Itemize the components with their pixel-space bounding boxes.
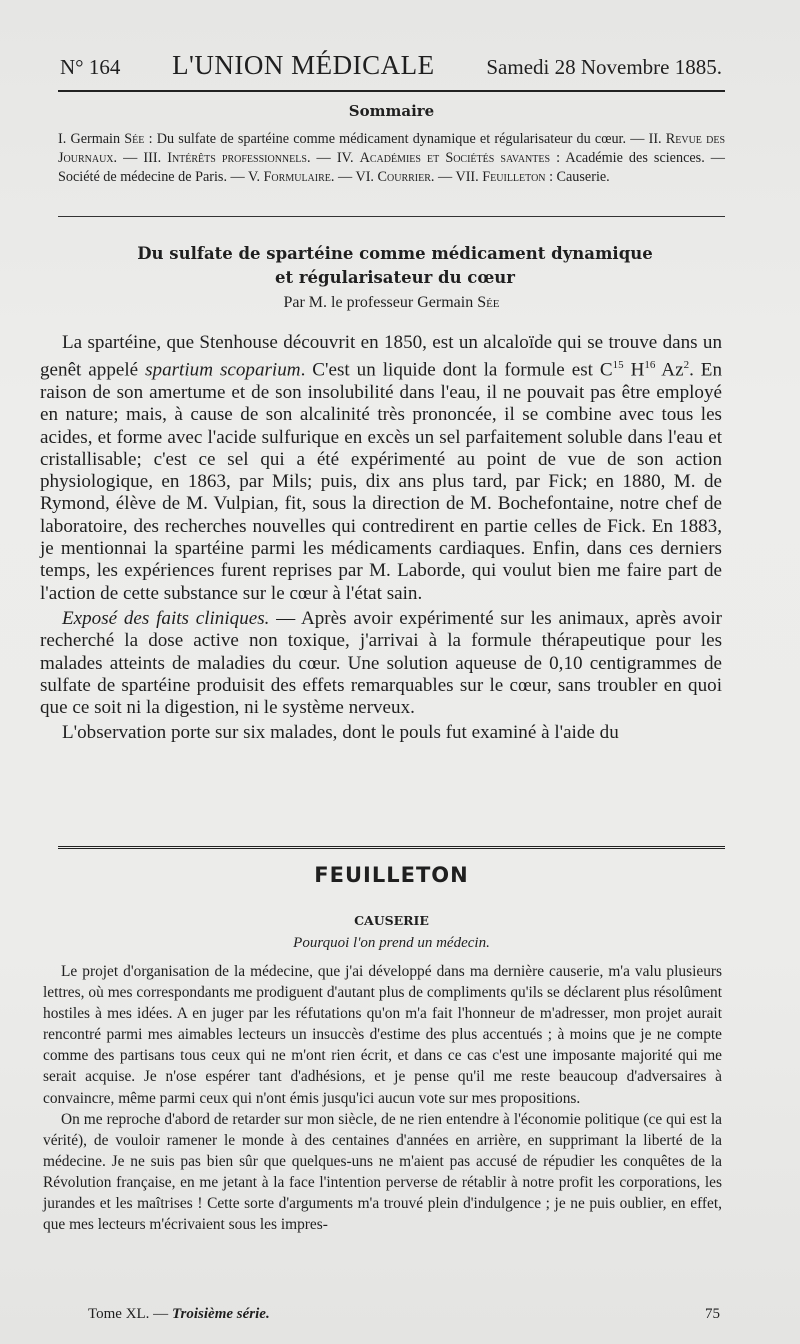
journal-title: L'UNION MÉDICALE [172,50,435,80]
article-body [40,332,722,745]
page-header [60,50,722,81]
article-paragraph: La spartéine, que Stenhouse découvrit en 1850, est un alcaloïde qui se trouve dans un genêt appelé spartium scoparium. C'est un liquide dont la formule est $C^{15}$ $H^{16}$ Az$^2$. En raison de son amertume et de son insolubilité dans l'eau, il ne pouvait pas être employé en nature; mais, à cause de son alcalinité très prononcée, il se combine avec tous les acides, et forme avec l'acide sulfurique en excès un sel parfaitement soluble dans l'eau et cristallisable; c'est ce sel qui a été expérimenté au point de vue de son action physiologique, en 1863, par Mils; puis, dix ans plus tard, par Fick; en 1880, M. de Rymond, élève de M. Vulpian, fit, sous la direction de M. Bochefontaine, notre chef de laboratoire, des recherches nouvelles qui contredirent en partie celles de Fick. En 1883, je mentionnai la spartéine parmi les médicaments cardiaques. Enfin, dans ces derniers temps, les expériences furent reprises par M. Laborde, qui voulut bien me faire part de l'action de cette substance sur le cœur à l'état sain. [40,332,723,604]
feuilleton-subheading: CAUSERIE [354,913,429,928]
header-rule [58,90,725,92]
page-number: 75 [705,1306,720,1322]
article-title: Du sulfate de spartéine comme médicament dynamique et régularisateur du cœur [137,244,653,287]
article-byline: Par M. le professeur Germain Sée [283,294,500,311]
feuilleton-subtitle: Pourquoi l'on prend un médecin. [293,935,490,951]
feuilleton-paragraph: On me reproche d'abord de retarder sur mon siècle, de ne rien entendre à l'économie politique (ce qui est la vérité), de vouloir ramener le monde à des centaines d'années en arrière, en supprimant la liberté de la médecine. Je ne suis pas bien sûr que quelques-uns ne m'aient pas accusé de répudier les conquêtes de la Révolution française, en me jetant à la face l'intention perverse de rétablir à notre profit les corporations, les jurandes et les maîtrises ! Cette sorte d'arguments m'a trouvé plein d'indulgence ; je ne puis oublier, en effet, que mes lecteurs m'écrivaient sous les impres- [43,1110,722,1234]
byline-author: Sée [477,294,500,311]
article-paragraph: Exposé des faits cliniques. — Après avoir expérimenté sur les animaux, après avoir recherché la dose active non toxique, j'arrivai à la formule thérapeutique pour les malades atteints de maladies du cœur. Une solution aqueuse de 0,10 centigrammes de sulfate de spartéine produisit des effets remarquables sur le cœur, sans troubler en quoi que ce soit ni la digestion, ni le système nerveux. [40,607,722,719]
article-paragraph: L'observation porte sur six malades, dont le pouls fut examiné à l'aide du [62,722,619,744]
footer-tome: Tome XL. — Troisième série. [88,1306,270,1322]
feuilleton-rule [58,846,725,852]
page-footer [88,1306,720,1323]
sommaire-text: I. Germain Sée : Du sulfate de spartéine comme médicament dynamique et régularisateur du cœur. — II. Revue des Journaux. — III. Intérêts professionnels. — IV. Académies et Sociétés savantes : Académie des sciences. — Société de médecine de Paris. — V. Formulaire. — VI. Courrier. — VII. Feuilleton : Causerie. [58,131,726,185]
sommaire-title: Sommaire [348,102,435,120]
sommaire-author: Sée [124,131,145,147]
issue-date: Samedi 28 Novembre 1885. [486,55,722,79]
issue-number: N° 164 [60,55,121,79]
feuilleton-heading: FEUILLETON [314,863,469,887]
feuilleton-paragraph: Le projet d'organisation de la médecine, que j'ai développé dans ma dernière causerie, m'a valu plusieurs lettres, où mes correspondants me prodiguent d'autant plus de compliments qu'ils se déclarent plus résolûment hostiles à mes idées. A en juger par les réfutations qu'on m'a fait l'honneur de m'adresser, mon projet aurait rencontré parmi mes aimables lecteurs un insuccès d'estime des plus accentués ; à moins que je ne compte comme des partisans tous ceux qui ne m'ont rien écrit, et dans ce cas c'est une imposante majorité qui me serait acquise. Je n'ose espérer tant d'adhésions, et je pense qu'il me reste beaucoup d'adversaires à convaincre, même parmi ceux qui n'ont émis jusqu'ici aucun vote sur mes propositions. [43,963,722,1107]
sommaire-rule [58,216,725,217]
feuilleton-body [43,961,722,1235]
